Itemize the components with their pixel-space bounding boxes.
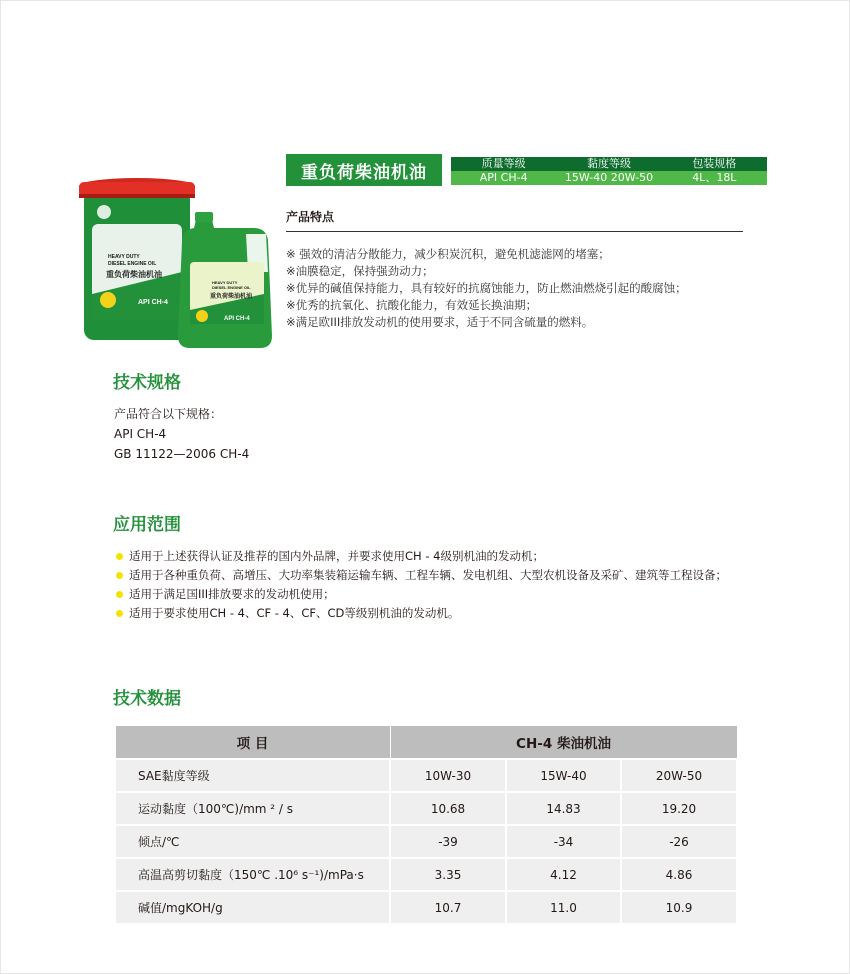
application-item [114,566,727,585]
spec-value-package: 4L、18L [692,171,737,184]
application-item [114,585,727,604]
bullet-dot-icon [116,572,123,579]
product-title: 重负荷柴油机油 [286,154,442,186]
feature-item: ※优异的碱值保持能力，具有较好的抗腐蚀能力，防止燃油燃烧引起的酸腐蚀； [286,281,687,295]
table-cell: 4.12 [506,858,621,891]
table-cell-item: 运动黏度（100℃)/mm ² / s [115,792,390,825]
tech-data-table [114,725,738,925]
table-row [115,759,737,792]
bucket-image [79,178,195,340]
table-cell-item: 高温高剪切黏度（150℃ .10⁶ s⁻¹)/mPa·s [115,858,390,891]
tech-spec-title: 技术规格 [113,373,181,393]
spec-summary-header-row [451,157,767,171]
table-cell: 10.68 [390,792,506,825]
table-cell: 19.20 [621,792,737,825]
application-item-text: 适用于各种重负荷、高增压、大功率集装箱运输车辆、工程车辆、发电机组、大型农机设备及采矿、建筑等工程设备； [129,568,727,582]
spec-header-package: 包装规格 [692,157,737,170]
table-row [115,858,737,891]
table-row [115,792,737,825]
feature-item: ※ 强效的清洁分散能力，减少积炭沉积，避免机滤滤网的堵塞； [286,247,610,261]
jug-image [178,212,272,348]
feature-item: ※满足欧III排放发动机的使用要求，适于不同含硫量的燃料。 [286,315,594,329]
spec-value-quality: API CH-4 [479,171,528,184]
spec-value-viscosity: 15W-40 20W-50 [564,171,654,184]
table-header-product: CH-4 柴油机油 [390,726,737,760]
spec-summary-value-row [451,171,767,185]
table-row [115,891,737,924]
bucket-label-line1: HEAVY DUTY [108,254,140,260]
jug-label-line4: API CH-4 [224,316,250,322]
bullet-dot-icon [116,591,123,598]
application-item-text: 适用于要求使用CH - 4、CF - 4、CF、CD等级别机油的发动机。 [129,606,460,620]
table-cell: 15W-40 [506,759,621,792]
bucket-label-line4: API CH-4 [138,299,168,306]
tech-spec-line: API CH-4 [114,427,167,441]
application-item-text: 适用于满足国III排放要求的发动机使用； [129,587,335,601]
jug-label-line2: DIESEL ENGINE OIL [212,285,251,290]
bullet-dot-icon [116,610,123,617]
table-cell: 11.0 [506,891,621,924]
jug-label-line3: 重负荷柴油机油 [210,293,253,300]
tech-spec-line: GB 11122—2006 CH-4 [114,447,250,461]
product-image [78,176,278,352]
jug-label-line1: HEAVY DUTY [212,280,238,285]
tech-spec-lines [114,404,249,464]
bullet-dot-icon [116,553,123,560]
bucket-label-line2: DIESEL ENGINE OIL [108,261,157,267]
feature-item: ※优秀的抗氧化、抗酸化能力，有效延长换油期； [286,298,538,312]
table-cell: 3.35 [390,858,506,891]
tech-data-title: 技术数据 [113,689,181,709]
table-cell: -26 [621,825,737,858]
application-item [114,604,727,623]
application-item-text: 适用于上述获得认证及推荐的国内外品牌，并要求使用CH - 4级别机油的发动机； [129,549,544,563]
application-item [114,547,727,566]
table-cell: 10.9 [621,891,737,924]
table-header-item: 项 目 [115,726,390,760]
table-cell-item: 碱值/mgKOH/g [115,891,390,924]
features-divider [286,231,743,232]
features-heading: 产品特点 [286,210,335,224]
table-cell-item: SAE黏度等级 [115,759,390,792]
table-cell: 10.7 [390,891,506,924]
table-cell: 14.83 [506,792,621,825]
tech-spec-line: 产品符合以下规格： [114,407,223,421]
spec-header-quality: 质量等级 [481,157,526,170]
features-list [286,246,687,331]
table-cell-item: 倾点/℃ [115,825,390,858]
application-title: 应用范围 [113,515,181,535]
table-header-row [115,726,737,760]
application-list [114,547,727,623]
table-cell: -34 [506,825,621,858]
table-cell: 10W-30 [390,759,506,792]
feature-item: ※油膜稳定，保持强劲动力； [286,264,434,278]
bucket-label-line3: 重负荷柴油机油 [106,270,162,279]
table-cell: -39 [390,825,506,858]
table-cell: 20W-50 [621,759,737,792]
table-cell: 4.86 [621,858,737,891]
spec-header-viscosity: 黏度等级 [586,157,631,170]
spec-summary-table [451,157,767,185]
table-row [115,825,737,858]
